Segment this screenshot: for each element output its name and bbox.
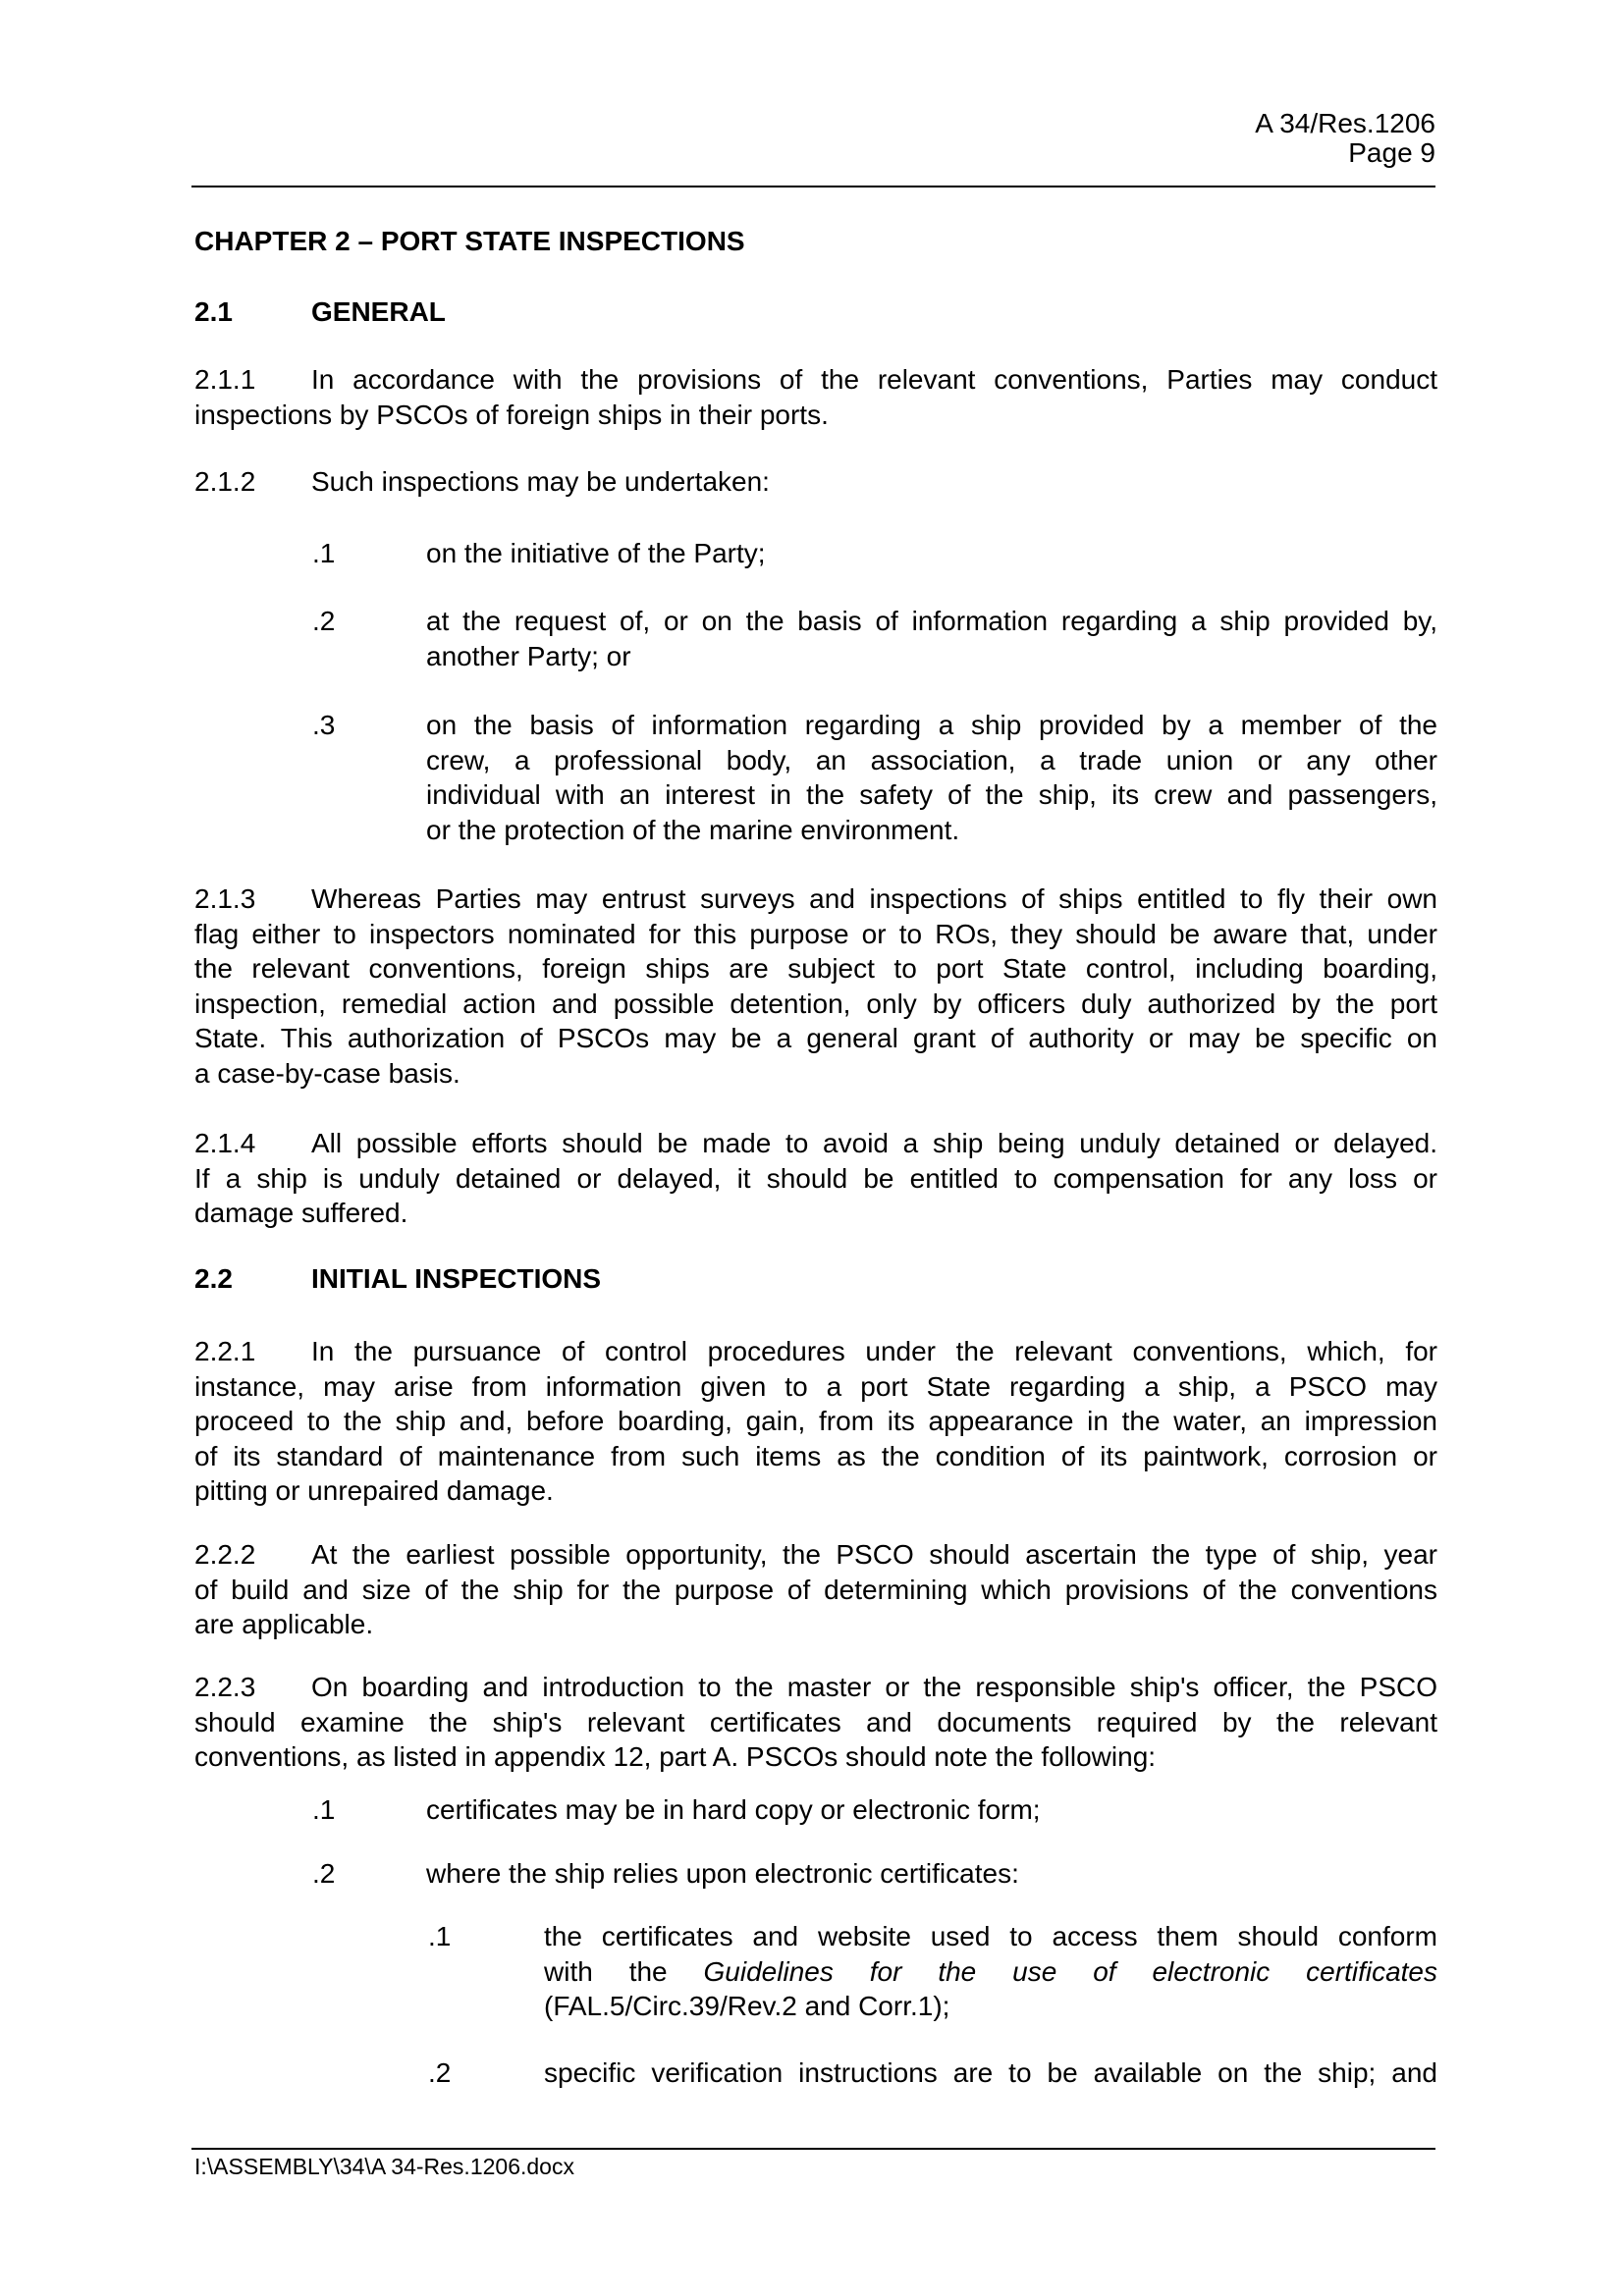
list-item-line: (FAL.5/Circ.39/Rev.2 and Corr.1);	[544, 1991, 950, 2021]
paragraph-line: are applicable.	[194, 1609, 374, 1639]
paragraph-number: 2.1.3	[194, 883, 256, 914]
paragraph-line: damage suffered.	[194, 1198, 408, 1228]
paragraph-line: All possible efforts should be made to avoid a ship being unduly detained or delayed.	[311, 1128, 1437, 1158]
list-item-number: .2	[312, 606, 336, 636]
paragraph-line: should examine the ship's relevant certificates and documents required by the relevant	[194, 1706, 1437, 1737]
paragraph-line: conventions, as listed in appendix 12, part A. PSCOs should note the following:	[194, 1741, 1157, 1772]
paragraph-number: 2.1.1	[194, 364, 256, 395]
list-item-line: specific verification instructions are to be available on the ship; and	[544, 2057, 1437, 2088]
paragraph-number: 2.2.1	[194, 1336, 256, 1366]
section-heading-2-2	[194, 1261, 601, 1297]
page-number: Page 9	[1348, 137, 1435, 168]
paragraph-2-1-3	[194, 881, 1437, 1091]
paragraph-line: At the earliest possible opportunity, the PSCO should ascertain the type of ship, year	[311, 1539, 1437, 1570]
text-run: with the	[544, 1955, 668, 1987]
paragraph-line: inspections by PSCOs of foreign ships in their ports.	[194, 399, 829, 430]
paragraph-2-2-3	[194, 1670, 1437, 1775]
list-item-line: or the protection of the marine environment.	[426, 814, 960, 845]
list-item-line: on the initiative of the Party;	[426, 538, 766, 568]
list-item-line: individual with an interest in the safety of the ship, its crew and passengers,	[426, 779, 1437, 810]
list-item-line: where the ship relies upon electronic certificates:	[426, 1858, 1019, 1889]
paragraph-line: In accordance with the provisions of the relevant conventions, Parties may conduct	[311, 364, 1437, 395]
list-item-number: .2	[312, 1858, 336, 1889]
document-symbol: A 34/Res.1206	[1255, 108, 1435, 138]
chapter-title: CHAPTER 2 – PORT STATE INSPECTIONS	[194, 226, 745, 256]
paragraph-line: pitting or unrepaired damage.	[194, 1475, 554, 1506]
paragraph-2-1-4	[194, 1126, 1437, 1231]
paragraph-line: On boarding and introduction to the master or the responsible ship's officer, the PSCO	[311, 1672, 1437, 1702]
paragraph-line: of its standard of maintenance from such items as the condition of its paintwork, corrosion or	[194, 1440, 1437, 1471]
list-item-line: certificates may be in hard copy or electronic form;	[426, 1794, 1041, 1825]
paragraph-line: of build and size of the ship for the purpose of determining which provisions of the conventions	[194, 1574, 1437, 1605]
list-item-line: at the request of, or on the basis of information regarding a ship provided by,	[426, 606, 1437, 636]
paragraph-line: Whereas Parties may entrust surveys and inspections of ships entitled to fly their own	[311, 883, 1437, 914]
list-item-number: .1	[428, 1921, 452, 1951]
header-rule	[191, 186, 1435, 187]
paragraph-line: flag either to inspectors nominated for this purpose or to ROs, they should be aware that, under	[194, 918, 1437, 949]
paragraph-line: a case-by-case basis.	[194, 1057, 460, 1089]
paragraph-line: Such inspections may be undertaken:	[311, 466, 770, 497]
list-item-number: .1	[312, 538, 336, 568]
section-title: GENERAL	[311, 296, 446, 327]
paragraph-line: proceed to the ship and, before boarding, gain, from its appearance in the water, an impression	[194, 1406, 1437, 1436]
page-header	[1080, 109, 1435, 168]
footer-rule	[191, 2148, 1435, 2150]
paragraph-2-2-2	[194, 1537, 1437, 1642]
paragraph-number: 2.2.2	[194, 1539, 256, 1570]
paragraph-line: inspection, remedial action and possible detention, only by officers duly authorized by the port	[194, 988, 1437, 1019]
paragraph-line: the relevant conventions, foreign ships are subject to port State control, including boarding,	[194, 953, 1437, 984]
list-item-line: another Party; or	[426, 640, 631, 671]
list-item-line: crew, a professional body, an association, a trade union or any other	[426, 744, 1437, 775]
list-item-line: the certificates and website used to access them should conform	[544, 1921, 1437, 1951]
list-item-line: on the basis of information regarding a ship provided by a member of the	[426, 710, 1437, 740]
list-item-number: .2	[428, 2057, 452, 2088]
paragraph-number: 2.1.2	[194, 466, 256, 497]
list-item-line	[544, 1954, 1437, 1990]
paragraph-line: instance, may arise from information given to a port State regarding a ship, a PSCO may	[194, 1370, 1437, 1402]
section-heading-2-1	[194, 294, 446, 330]
guidelines-title: Guidelines for the use of electronic certificates	[703, 1955, 1437, 1987]
paragraph-line: If a ship is unduly detained or delayed, it should be entitled to compensation for any loss or	[194, 1162, 1437, 1194]
paragraph-2-1-2	[194, 464, 1437, 500]
section-number: 2.2	[194, 1263, 233, 1294]
list-item-number: .1	[312, 1794, 336, 1825]
section-number: 2.1	[194, 296, 233, 327]
list-item-number: .3	[312, 710, 336, 740]
footer-file-path: I:\ASSEMBLY\34\A 34-Res.1206.docx	[194, 2154, 574, 2179]
paragraph-2-2-1	[194, 1334, 1437, 1509]
paragraph-number: 2.2.3	[194, 1672, 256, 1702]
paragraph-2-1-1	[194, 362, 1437, 432]
paragraph-number: 2.1.4	[194, 1128, 256, 1158]
section-title: INITIAL INSPECTIONS	[311, 1263, 602, 1294]
paragraph-line: State. This authorization of PSCOs may be a general grant of authority or may be specific on	[194, 1023, 1437, 1053]
paragraph-line: In the pursuance of control procedures under the relevant conventions, which, for	[311, 1336, 1437, 1366]
